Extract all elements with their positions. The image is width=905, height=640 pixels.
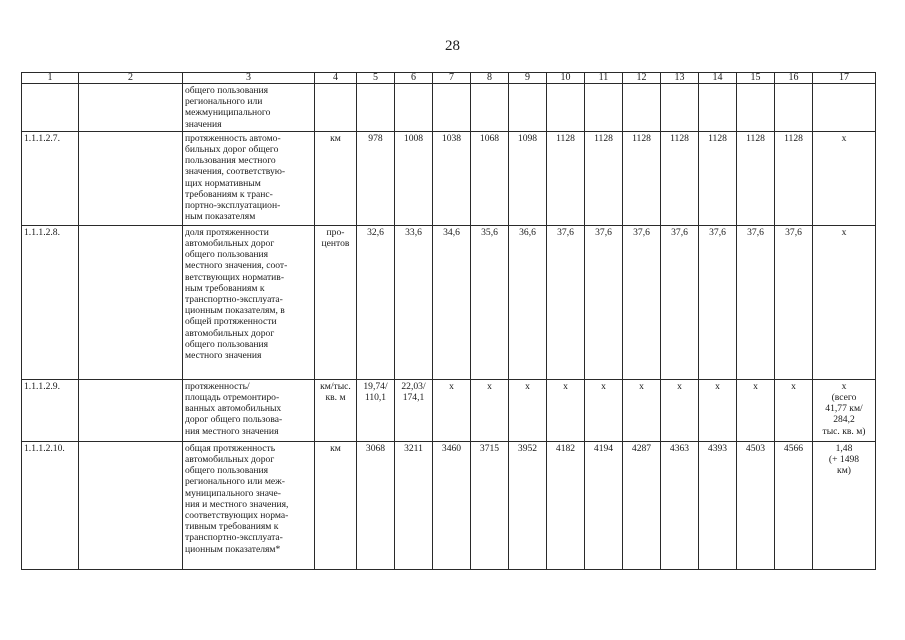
value-cell: 1128 [585, 131, 623, 225]
column-number: 3 [183, 73, 315, 84]
column-number: 15 [737, 73, 775, 84]
value-cell: 37,6 [623, 225, 661, 379]
row-code: 1.1.1.2.7. [22, 131, 79, 225]
value-cell: 33,6 [395, 225, 433, 379]
value-cell: х [509, 379, 547, 441]
column-number: 11 [585, 73, 623, 84]
value-cell [699, 84, 737, 132]
column-number: 14 [699, 73, 737, 84]
value-cell: 3068 [357, 441, 395, 569]
column-number: 12 [623, 73, 661, 84]
column-number: 16 [775, 73, 813, 84]
page-number: 28 [445, 38, 460, 54]
value-cell: 22,03/ 174,1 [395, 379, 433, 441]
value-cell: 1128 [699, 131, 737, 225]
column-number: 8 [471, 73, 509, 84]
value-cell: 1128 [737, 131, 775, 225]
value-cell: 37,6 [661, 225, 699, 379]
value-cell: 4503 [737, 441, 775, 569]
value-cell [395, 84, 433, 132]
row-col2 [79, 441, 183, 569]
column-number: 5 [357, 73, 395, 84]
column-number: 17 [813, 73, 876, 84]
unit-cell: км [315, 441, 357, 569]
value-cell: 4182 [547, 441, 585, 569]
column-number: 13 [661, 73, 699, 84]
unit-cell: про- центов [315, 225, 357, 379]
row-code: 1.1.1.2.9. [22, 379, 79, 441]
value-cell: х [623, 379, 661, 441]
row-col2 [79, 84, 183, 132]
value-cell: 1128 [661, 131, 699, 225]
total-cell: 1,48 (+ 1498 км) [813, 441, 876, 569]
column-number: 7 [433, 73, 471, 84]
value-cell [433, 84, 471, 132]
column-number: 4 [315, 73, 357, 84]
value-cell: 37,6 [699, 225, 737, 379]
indicator-name: протяженность автомо- бильных дорог общего пользования местного значения, соответствую- щих нормативным требованиям к транс- портно-эксплуатацион- ным показателям [183, 131, 315, 225]
unit-cell [315, 84, 357, 132]
column-number-row [22, 73, 876, 84]
value-cell: 1008 [395, 131, 433, 225]
unit-cell: км/тыс. кв. м [315, 379, 357, 441]
indicator-name: общего пользования регионального или межмуниципального значения [183, 84, 315, 132]
row-code: 1.1.1.2.10. [22, 441, 79, 569]
value-cell: 1128 [547, 131, 585, 225]
value-cell: х [585, 379, 623, 441]
value-cell: х [471, 379, 509, 441]
value-cell: 37,6 [585, 225, 623, 379]
value-cell [775, 84, 813, 132]
value-cell [357, 84, 395, 132]
value-cell: 3460 [433, 441, 471, 569]
total-cell [813, 84, 876, 132]
value-cell: 37,6 [547, 225, 585, 379]
indicators-table [21, 72, 876, 570]
column-number: 2 [79, 73, 183, 84]
value-cell: х [699, 379, 737, 441]
value-cell [547, 84, 585, 132]
indicator-name: общая протяженность автомобильных дорог общего пользования регионального или меж- муниципального значе- ния и местного значения, соответствующих норма- тивным требованиям к транспортно-эксплуата- ционным показателям* [183, 441, 315, 569]
value-cell: 4287 [623, 441, 661, 569]
value-cell [471, 84, 509, 132]
value-cell [661, 84, 699, 132]
row-code: 1.1.1.2.8. [22, 225, 79, 379]
table-row [22, 379, 876, 441]
column-number: 10 [547, 73, 585, 84]
total-cell: х (всего 41,77 км/ 284,2 тыс. кв. м) [813, 379, 876, 441]
value-cell: 3211 [395, 441, 433, 569]
indicator-name: доля протяженности автомобильных дорог общего пользования местного значения, соот- ветствующих норматив- ным требованиям к транспортно-эксплуата- ционным показателям, в общей протяженности автомобильных дорог общего пользования местного значения [183, 225, 315, 379]
row-col2 [79, 131, 183, 225]
value-cell: 1038 [433, 131, 471, 225]
value-cell: 1098 [509, 131, 547, 225]
indicator-name: протяженность/ площадь отремонтиро- ванных автомобильных дорог общего пользова- ния местного значения [183, 379, 315, 441]
column-number: 1 [22, 73, 79, 84]
table-row [22, 84, 876, 132]
value-cell: 1068 [471, 131, 509, 225]
value-cell: 4194 [585, 441, 623, 569]
column-number: 6 [395, 73, 433, 84]
value-cell: х [737, 379, 775, 441]
value-cell: 3952 [509, 441, 547, 569]
row-code [22, 84, 79, 132]
value-cell: х [775, 379, 813, 441]
value-cell: 3715 [471, 441, 509, 569]
value-cell: 37,6 [737, 225, 775, 379]
value-cell: 19,74/ 110,1 [357, 379, 395, 441]
value-cell: х [547, 379, 585, 441]
value-cell: 1128 [775, 131, 813, 225]
value-cell: 37,6 [775, 225, 813, 379]
value-cell [585, 84, 623, 132]
value-cell: 4566 [775, 441, 813, 569]
table-row [22, 225, 876, 379]
total-cell: х [813, 225, 876, 379]
value-cell: 4363 [661, 441, 699, 569]
value-cell: 4393 [699, 441, 737, 569]
row-col2 [79, 379, 183, 441]
value-cell: 35,6 [471, 225, 509, 379]
row-col2 [79, 225, 183, 379]
value-cell: 1128 [623, 131, 661, 225]
table-row [22, 131, 876, 225]
total-cell: х [813, 131, 876, 225]
value-cell: 978 [357, 131, 395, 225]
value-cell: х [433, 379, 471, 441]
value-cell: 32,6 [357, 225, 395, 379]
unit-cell: км [315, 131, 357, 225]
value-cell: 34,6 [433, 225, 471, 379]
value-cell: 36,6 [509, 225, 547, 379]
table-row [22, 441, 876, 569]
value-cell [509, 84, 547, 132]
value-cell [737, 84, 775, 132]
column-number: 9 [509, 73, 547, 84]
value-cell [623, 84, 661, 132]
value-cell: х [661, 379, 699, 441]
